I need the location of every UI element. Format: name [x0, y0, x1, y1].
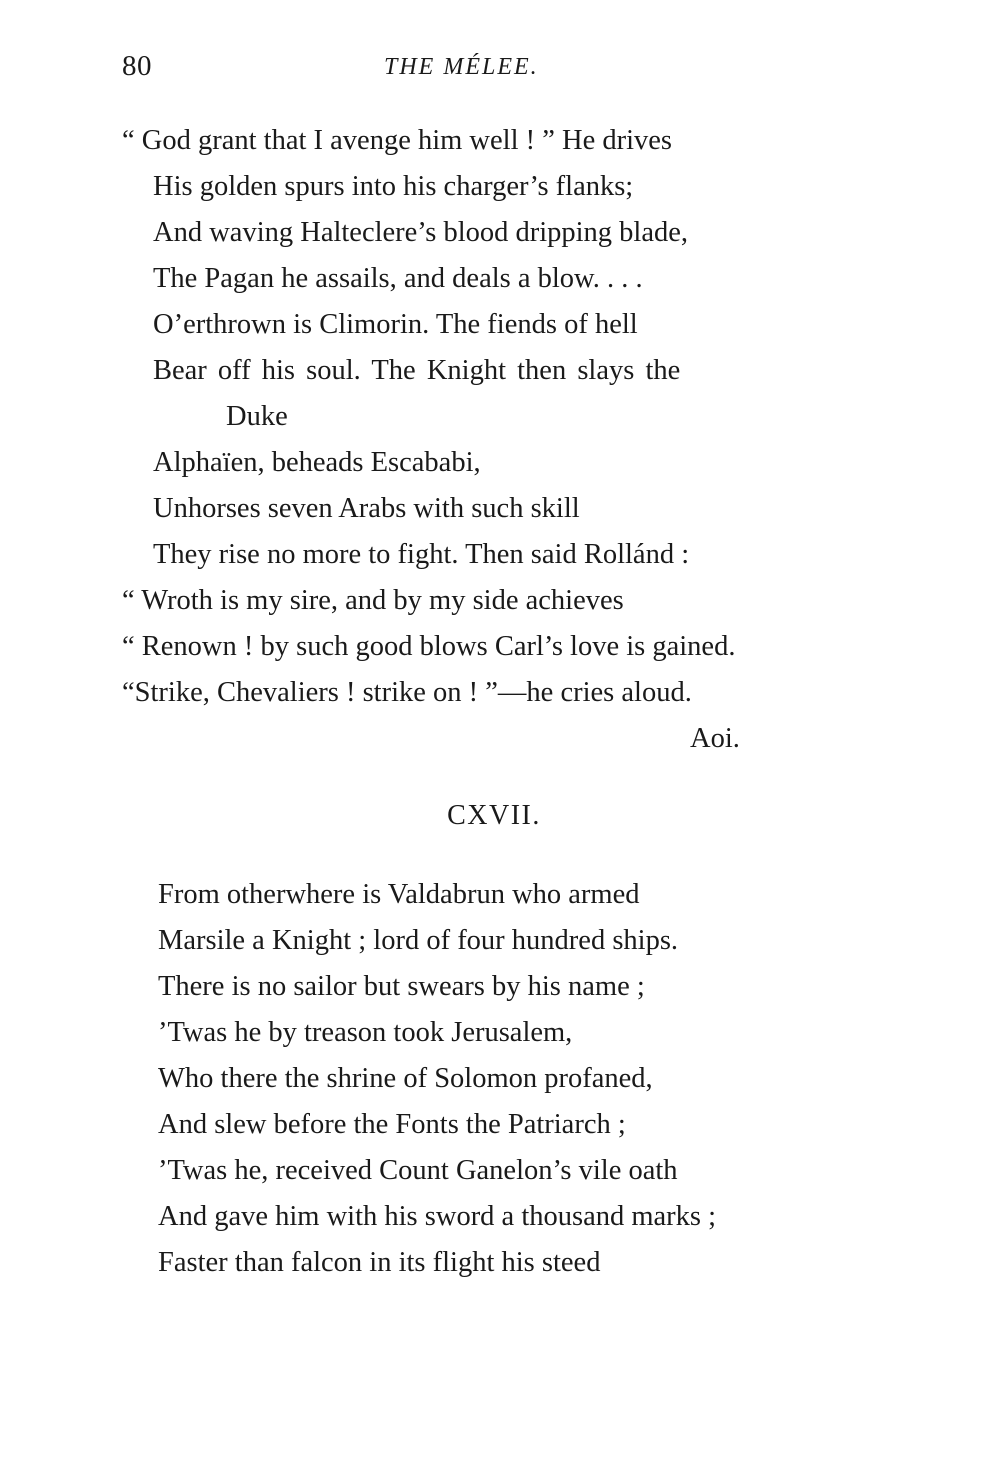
verse-line: Marsile a Knight ; lord of four hundred ships.	[158, 925, 679, 956]
verse-line: “ God grant that I avenge him well ! ” He drives	[122, 125, 673, 156]
verse-line: “Strike, Chevaliers ! strike on ! ”—he cries aloud.	[122, 677, 692, 708]
verse-line: And gave him with his sword a thousand marks ;	[158, 1201, 717, 1232]
verse-line: There is no sailor but swears by his name ;	[158, 971, 645, 1002]
running-title: THE MÉLEE.	[384, 54, 539, 80]
section-heading	[0, 800, 1000, 832]
verse-line: “ Wroth is my sire, and by my side achieves	[122, 585, 624, 616]
page-header	[0, 50, 1000, 90]
verse-line: Who there the shrine of Solomon profaned,	[158, 1063, 653, 1094]
verse-line: They rise no more to fight. Then said Rollánd :	[153, 539, 690, 570]
verse-line: ’Twas he by treason took Jerusalem,	[158, 1017, 573, 1048]
verse-line: ’Twas he, received Count Ganelon’s vile oath	[158, 1155, 678, 1186]
verse-line: From otherwhere is Valdabrun who armed	[158, 879, 640, 910]
refrain-aoi: Aoi.	[690, 723, 740, 754]
verse-line: Bear off his soul. The Knight then slays the	[153, 355, 681, 386]
page-number: 80	[122, 50, 152, 82]
verse-line: The Pagan he assails, and deals a blow. . . .	[153, 263, 643, 294]
section-numeral: CXVII.	[447, 800, 541, 831]
verse-line: Unhorses seven Arabs with such skill	[153, 493, 580, 524]
verse-line: And waving Halteclere’s blood dripping blade,	[153, 217, 689, 248]
verse-line: Faster than falcon in its flight his steed	[158, 1247, 601, 1278]
verse-line: Alphaïen, beheads Escababi,	[153, 447, 481, 478]
verse-line: O’erthrown is Climorin. The fiends of hell	[153, 309, 638, 340]
verse-line: “ Renown ! by such good blows Carl’s love is gained.	[122, 631, 736, 662]
verse-line-continuation: Duke	[226, 401, 288, 432]
verse-line: His golden spurs into his charger’s flanks;	[153, 171, 634, 202]
verse-line: And slew before the Fonts the Patriarch ;	[158, 1109, 626, 1140]
